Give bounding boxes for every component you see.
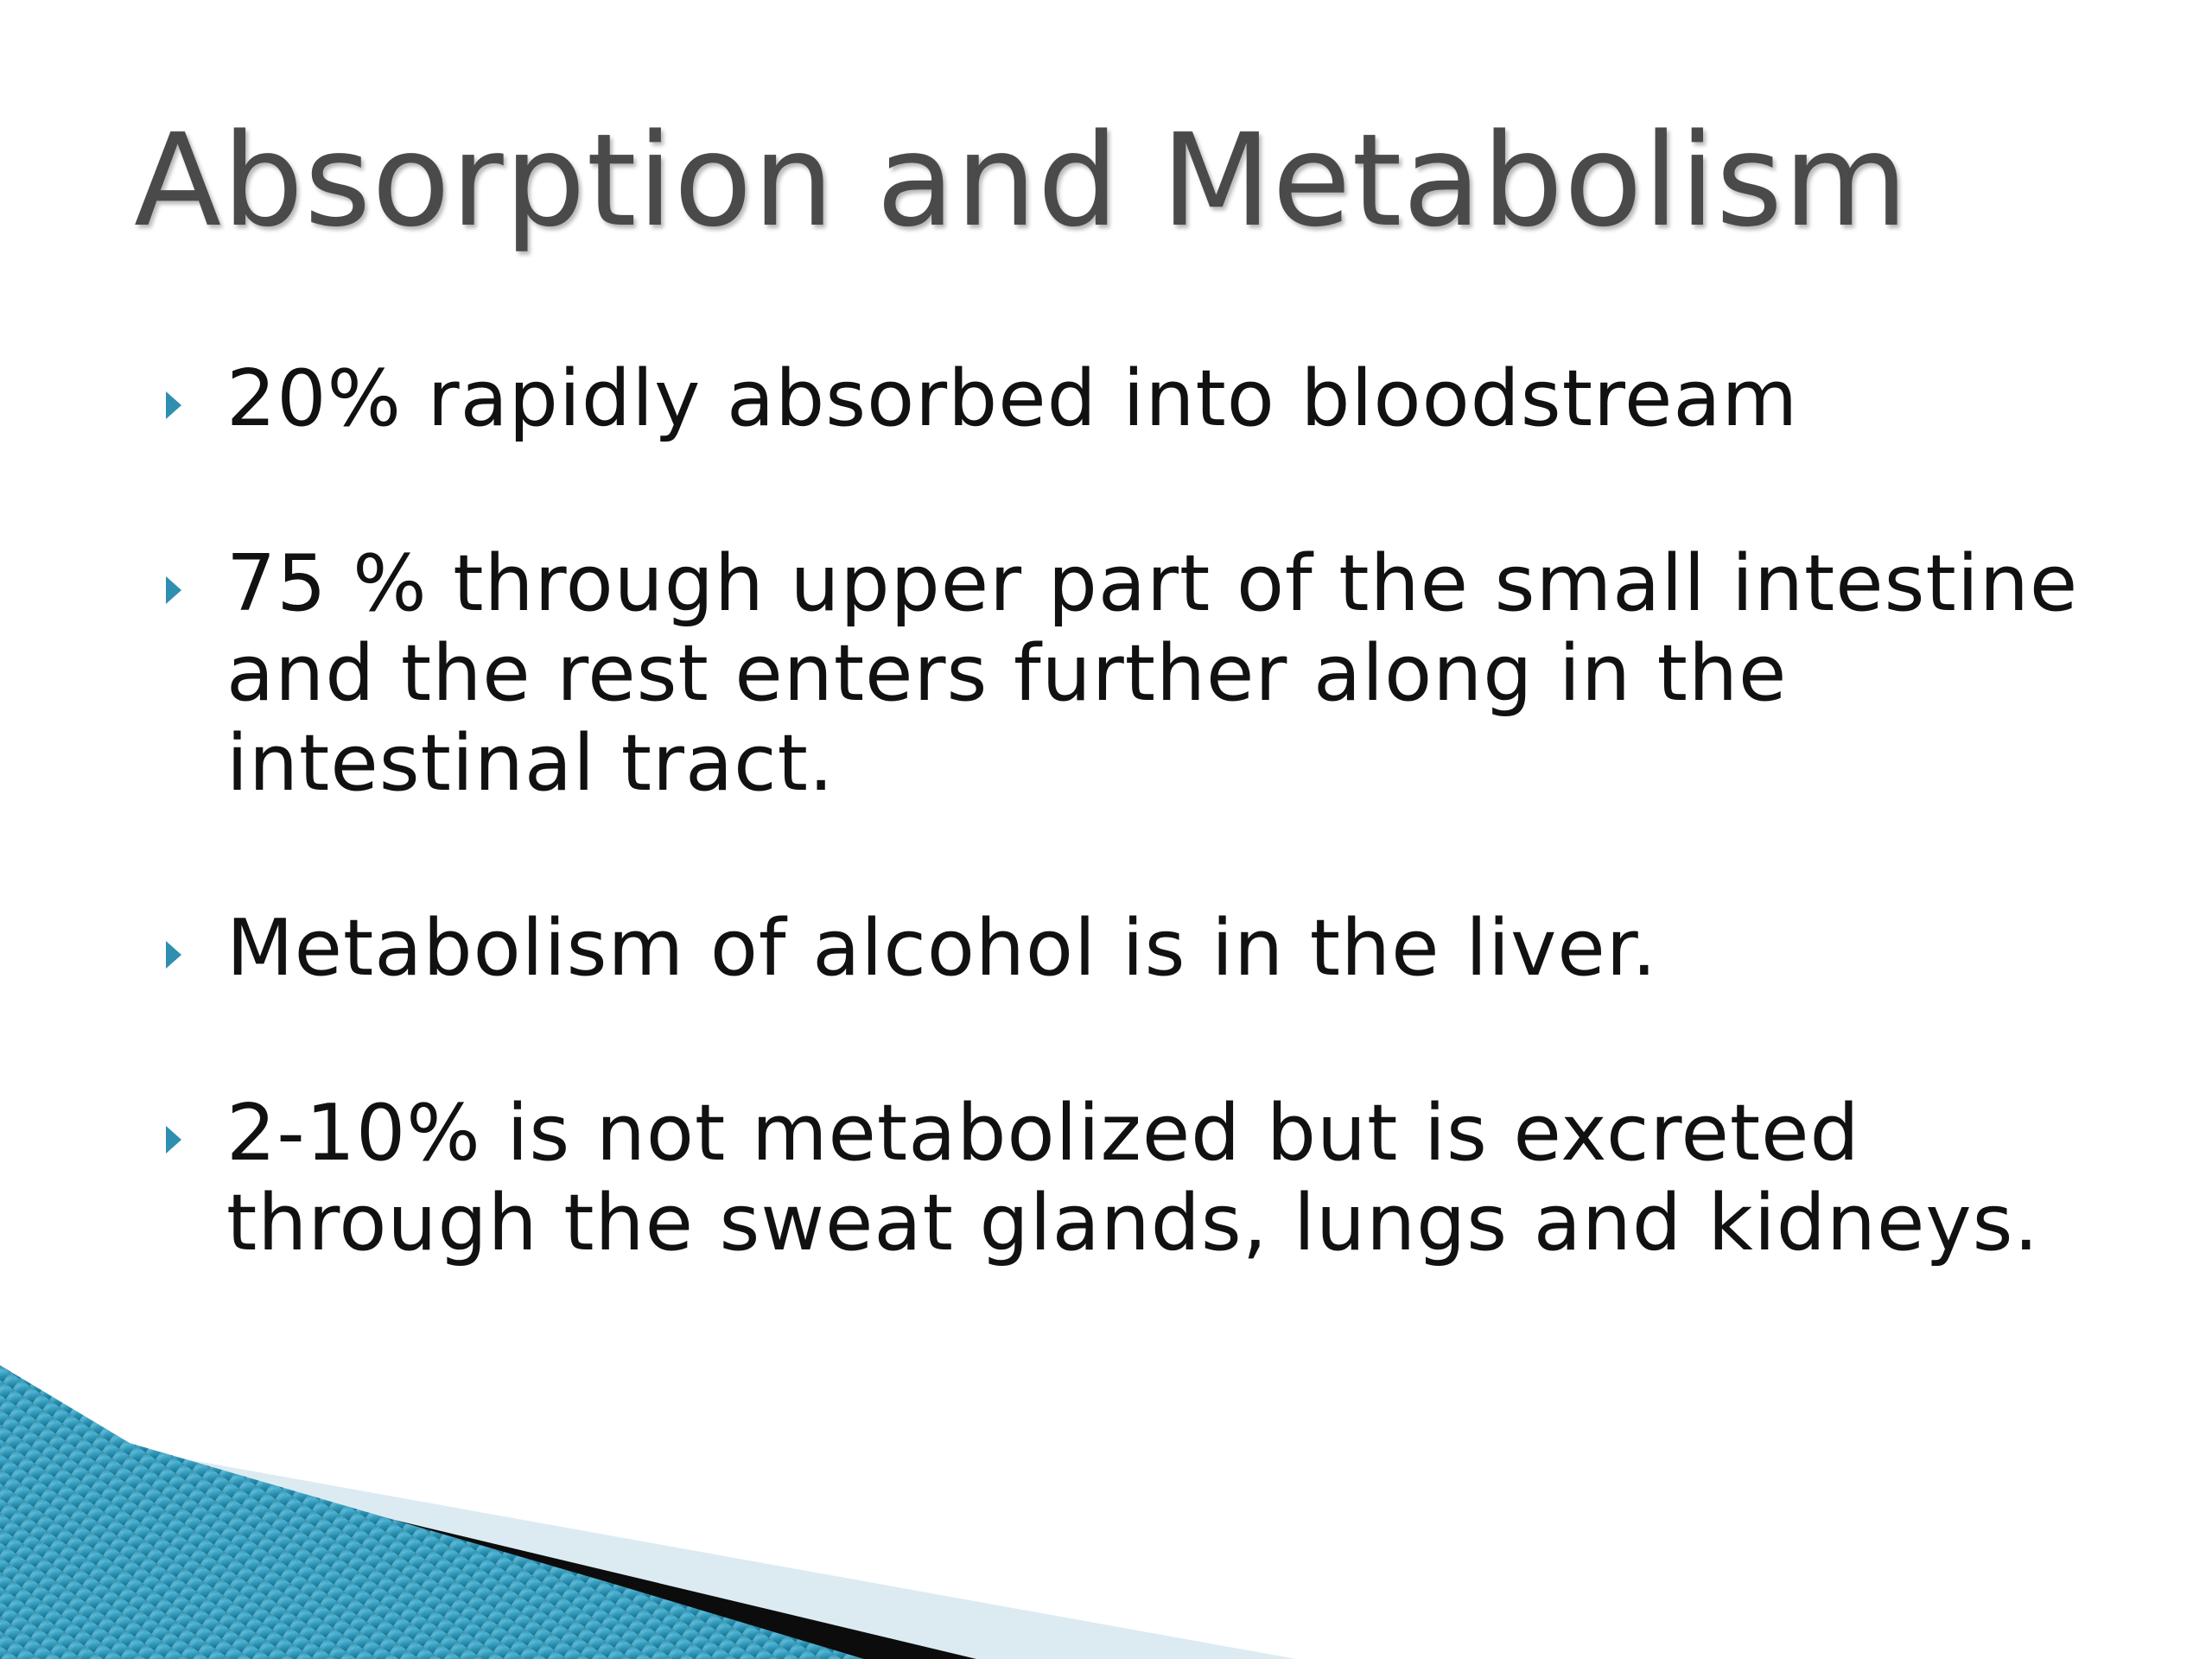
triangle-right-icon	[166, 1126, 181, 1154]
bullet-item	[157, 354, 2101, 444]
bullet-item	[157, 1089, 2101, 1268]
bullet-text: 20% rapidly absorbed into bloodstream	[226, 353, 1799, 444]
triangle-right-icon	[166, 576, 181, 604]
decorative-swoosh	[0, 1365, 2212, 1659]
bullet-text: 2-10% is not metabolized but is excreted through the sweat glands, lungs and kidneys.	[226, 1088, 2040, 1268]
bullet-text: 75 % through upper part of the small intestine and the rest enters further along in the intestinal tract.	[226, 538, 2079, 809]
bullet-list	[157, 354, 2101, 1268]
bullet-item	[157, 539, 2101, 809]
slide-title: Absorption and Metabolism	[134, 106, 1910, 255]
triangle-right-icon	[166, 391, 181, 419]
bullet-text: Metabolism of alcohol is in the liver.	[226, 903, 1658, 994]
triangle-right-icon	[166, 941, 181, 969]
bullet-item	[157, 904, 2101, 994]
